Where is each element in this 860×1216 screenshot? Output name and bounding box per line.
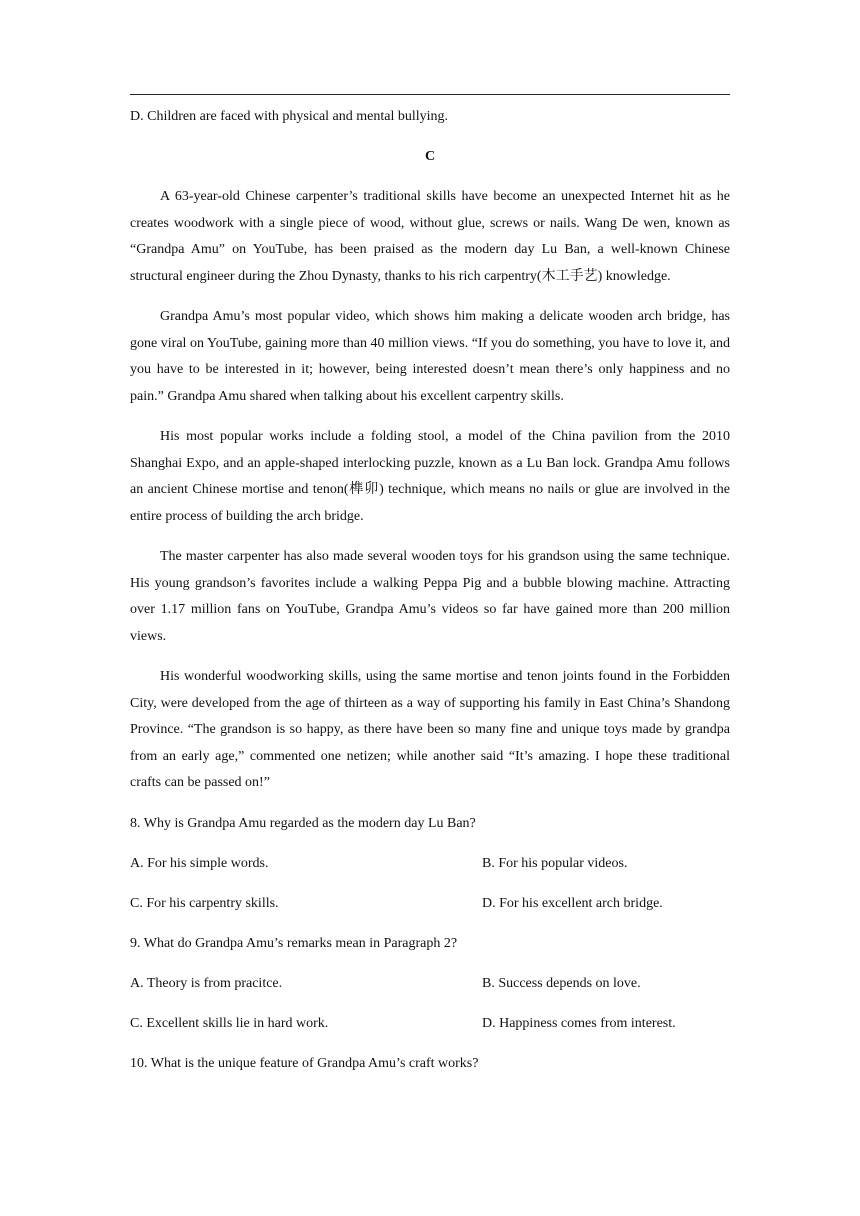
- passage-paragraph-1: A 63-year-old Chinese carpenter’s traditional skills have become an unexpected Internet hit as he creates woodwork with a single piece of wood, without glue, screws or nails. Wang De wen, known as “Grandpa Amu” on YouTube, has been praised as the modern day Lu Ban, a well-known Chinese structural engineer during the Zhou Dynasty, thanks to his rich carpentry(木工手艺) knowledge.: [130, 189, 730, 284]
- question-8-option-c: C. For his carpentry skills.: [130, 895, 279, 911]
- question-8-option-b: B. For his popular videos.: [482, 855, 628, 871]
- question-8-option-d: D. For his excellent arch bridge.: [482, 895, 663, 911]
- passage-paragraph-4: The master carpenter has also made several wooden toys for his grandson using the same technique. His young grandson’s favorites include a walking Peppa Pig and a bubble blowing machine. Attracting over 1.17 million fans on YouTube, Grandpa Amu’s videos so far have gained more than 200 million views.: [130, 549, 730, 644]
- question-9-stem: 9. What do Grandpa Amu’s remarks mean in Paragraph 2?: [130, 935, 458, 951]
- question-8-option-a: A. For his simple words.: [130, 855, 269, 871]
- passage-paragraph-2: Grandpa Amu’s most popular video, which shows him making a delicate wooden arch bridge, has gone viral on YouTube, gaining more than 40 million views. “If you do something, you have to love it, and you have to be interested in it; however, being interested doesn’t mean there’s only happiness and no pain.” Grandpa Amu shared when talking about his excellent carpentry skills.: [130, 309, 730, 404]
- passage-paragraph-5: His wonderful woodworking skills, using the same mortise and tenon joints found in the Forbidden City, were developed from the age of thirteen as a way of supporting his family in East China’s Shandong Province. “The grandson is so happy, as there have been so many fine and unique toys made by grandpa from an early age,” commented one netizen; while another said “It’s amazing. I hope these traditional crafts can be passed on!”: [130, 669, 730, 790]
- question-10-stem: 10. What is the unique feature of Grandpa Amu’s craft works?: [130, 1055, 479, 1071]
- question-9-option-c: C. Excellent skills lie in hard work.: [130, 1015, 329, 1031]
- question-9-option-b: B. Success depends on love.: [482, 975, 641, 991]
- header-rule: [130, 94, 730, 95]
- question-8-stem: 8. Why is Grandpa Amu regarded as the modern day Lu Ban?: [130, 815, 476, 831]
- question-9-options: [130, 971, 730, 1037]
- section-title: C: [424, 149, 436, 164]
- passage-paragraph-3: His most popular works include a folding stool, a model of the China pavilion from the 2010 Shanghai Expo, and an apple-shaped interlocking puzzle, known as a Lu Ban lock. Grandpa Amu follows an ancient Chinese mortise and tenon(榫卯) technique, which means no nails or glue are involved in the entire process of building the arch bridge.: [130, 429, 730, 524]
- document-body: [130, 104, 730, 1077]
- question-8-options: [130, 851, 730, 917]
- question-9-option-d: D. Happiness comes from interest.: [482, 1015, 676, 1031]
- question-9-option-a: A. Theory is from pracitce.: [130, 975, 283, 991]
- previous-question-option-d: D. Children are faced with physical and mental bullying.: [130, 109, 449, 124]
